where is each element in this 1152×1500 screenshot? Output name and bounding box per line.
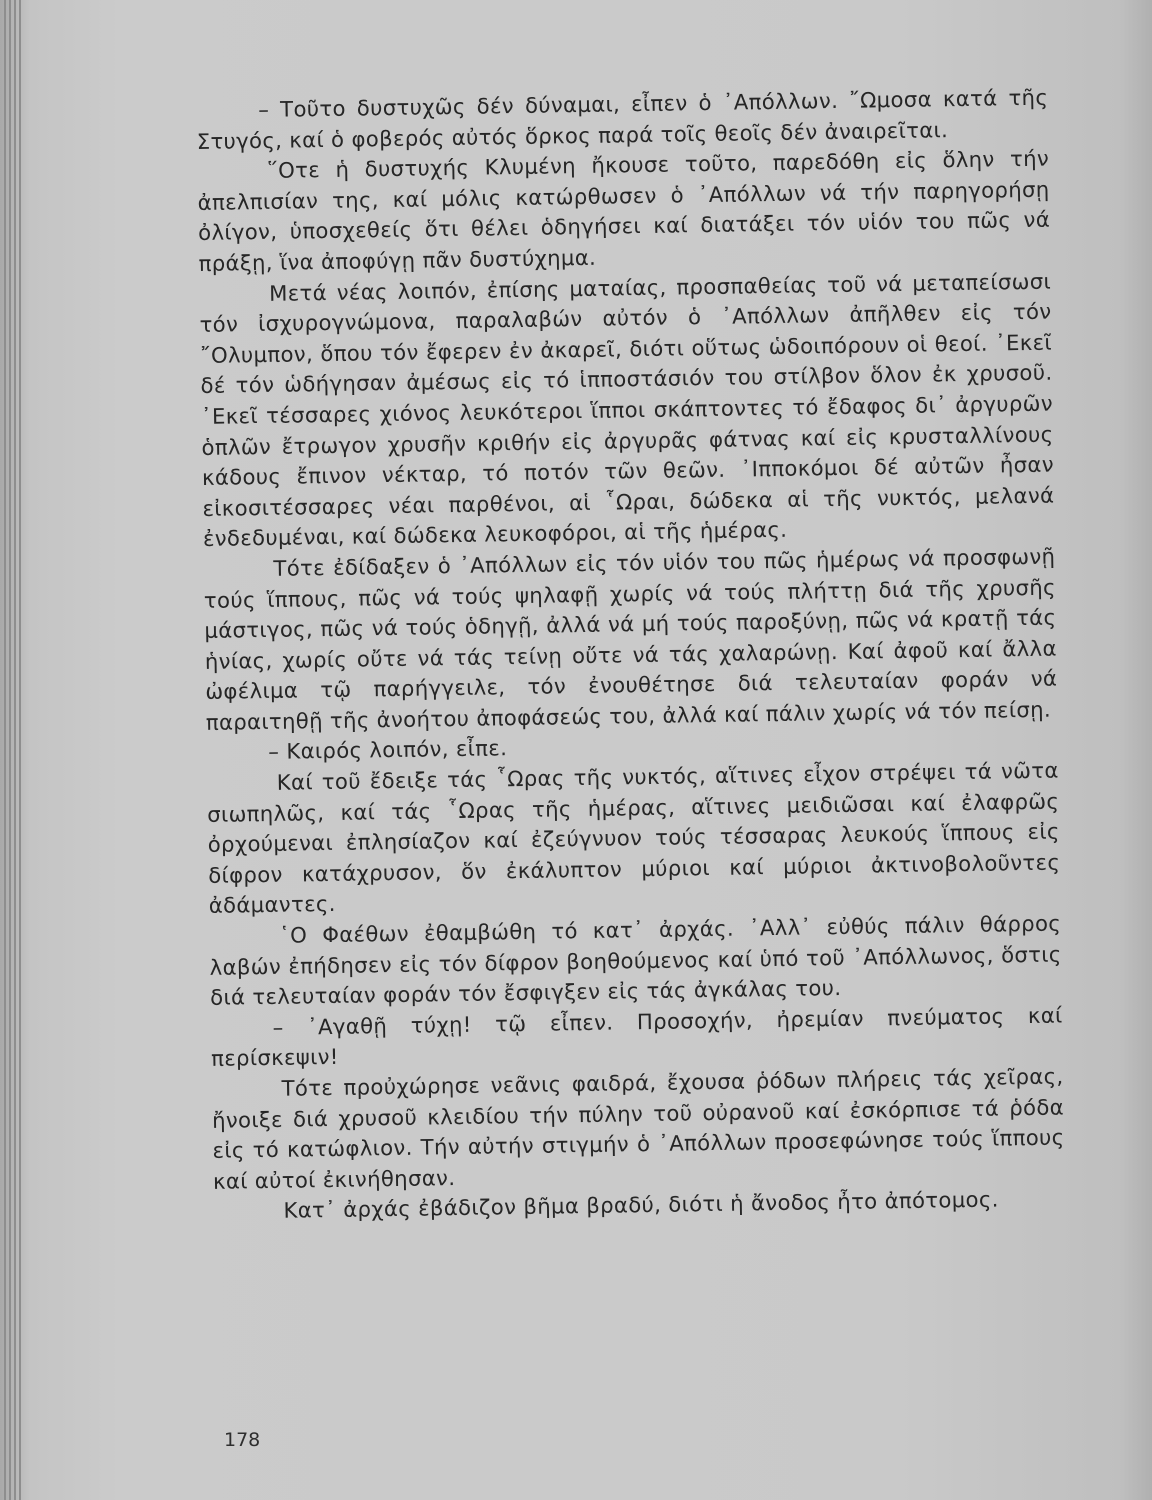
paragraph: Μετά νέας λοιπόν, ἐπίσης ματαίας, προσπαθείας τοῦ νά μεταπείσωσι τόν ἰσχυρογνώμονα, παραλαβών αὐτόν ὁ ᾿Απόλλων ἀπῆλθεν εἰς τόν ῎Ολυμπον, ὅπου τόν ἔφερεν ἐν ἀκαρεῖ, διότι οὕτως ὡδοιπόρουν οἱ θεοί. ᾿Εκεῖ δέ τόν ὡδήγησαν ἀμέσως εἰς τό ἱπποστάσιόν του στίλβον ὅλον ἐκ χρυσοῦ. ᾿Εκεῖ τέσσαρες χιόνος λευκότεροι ἵπποι σκάπτοντες τό ἔδαφος δι᾿ ἀργυρῶν ὁπλῶν ἔτρωγον χρυσῆν κριθήν εἰς ἀργυρᾶς φάτνας καί εἰς κρυσταλλίνους κάδους ἔπινον νέκταρ, τό ποτόν τῶν θεῶν. ᾿Ιπποκόμοι δέ αὐτῶν ἦσαν εἰκοσιτέσσαρες νέαι παρθένοι, αἱ ῟Ωραι, δώδεκα αἱ τῆς νυκτός, μελανά ἐνδεδυμέναι, καί δώδεκα λευκοφόροι, αἱ τῆς ἡμέρας. bbox=[199, 268, 1055, 552]
paragraph: Τότε ἐδίδαξεν ὁ ᾿Απόλλων εἰς τόν υἱόν του πῶς ἡμέρως νά προσφωνῇ τούς ἵππους, πῶς νά τούς ψηλαφῇ χωρίς νά τούς πλήττῃ διά τῆς χρυσῆς μάστιγος, πῶς νά τούς ὁδηγῇ, ἀλλά νά μή τούς παροξύνῃ, πῶς νά κρατῇ τάς ἡνίας, χωρίς οὔτε νά τάς τείνῃ οὔτε νά τάς χαλαρώνῃ. Καί ἀφοῦ καί ἄλλα ὠφέλιμα τῷ παρήγγειλε, τόν ἐνουθέτησε διά τελευταίαν φοράν νά παραιτηθῇ τῆς ἀνοήτου ἀποφάσεώς του, ἀλλά καί πάλιν χωρίς νά τόν πείσῃ. bbox=[203, 543, 1058, 735]
paragraph: ῞Οτε ἡ δυστυχής Κλυμένη ἤκουσε τοῦτο, παρεδόθη εἰς ὅλην τήν ἀπελπισίαν της, καί μόλις κατώρθωσεν ὁ ᾿Απόλλων νά τήν παρηγορήσῃ ὀλίγον, ὑποσχεθείς ὅτι θέλει ὁδηγήσει καί διατάξει τόν υἱόν του πῶς νά πράξῃ, ἵνα ἀποφύγῃ πᾶν δυστύχημα. bbox=[197, 145, 1051, 276]
paragraph: Καί τοῦ ἔδειξε τάς ῟Ωρας τῆς νυκτός, αἵτινες εἶχον στρέψει τά νῶτα σιωπηλῶς, καί τάς ῟Ωρας τῆς ἡμέρας, αἵτινες μειδιῶσαι καί ἐλαφρῶς ὀρχούμεναι ἐπλησίαζον καί ἐζεύγνυον τούς τέσσαρας λευκούς ἵππους εἰς δίφρον κατάχρυσον, ὅν ἐκάλυπτον μύριοι καί μύριοι ἀκτινοβολοῦντες ἀδάμαντες. bbox=[207, 757, 1061, 919]
page-number: 178 bbox=[224, 1429, 261, 1451]
page-edge-line bbox=[9, 0, 11, 1500]
body-text bbox=[196, 83, 1066, 1228]
paragraph: Κατ᾿ ἀρχάς ἐβάδιζον βῆμα βραδύ, διότι ἡ ἄνοδος ἦτο ἀπότομος. bbox=[283, 1186, 999, 1224]
page-edge-line bbox=[14, 0, 16, 1500]
paragraph: ῾Ο Φαέθων ἐθαμβώθη τό κατ᾿ ἀρχάς. ᾿Αλλ᾿ εὐθύς πάλιν θάρρος λαβών ἐπήδησεν εἰς τόν δίφρον βοηθούμενος καί ὑπό τοῦ ᾿Απόλλωνος, ὅστις διά τελευταίαν φοράν τόν ἔσφιγξεν εἰς τάς ἀγκάλας του. bbox=[209, 910, 1062, 1011]
page-edge-line bbox=[4, 0, 6, 1500]
paragraph: – Τοῦτο δυστυχῶς δέν δύναμαι, εἶπεν ὁ ᾿Απόλλων. ῎Ωμοσα κατά τῆς Στυγός, καί ὁ φοβερός αὐτός ὅρκος παρά τοῖς θεοῖς δέν ἀναιρεῖται. bbox=[196, 84, 1049, 154]
page-edge-line bbox=[19, 0, 21, 1500]
paragraph: Τότε προὐχώρησε νεᾶνις φαιδρά, ἔχουσα ῥόδων πλήρεις τάς χεῖρας, ἤνοιξε διά χρυσοῦ κλειδίου τήν πύλην τοῦ οὐρανοῦ καί ἐσκόρπισε τά ῥόδα εἰς τό κατώφλιον. Τήν αὐτήν στιγμήν ὁ ᾿Απόλλων προσεφώνησε τούς ἵππους καί αὐτοί ἐκινήθησαν. bbox=[211, 1063, 1065, 1194]
paragraph: – ᾿Αγαθῇ τύχῃ! τῷ εἶπεν. Προσοχήν, ἠρεμίαν πνεύματος καί περίσκεψιν! bbox=[210, 1002, 1063, 1072]
paragraph: – Καιρός λοιπόν, εἶπε. bbox=[268, 735, 508, 765]
